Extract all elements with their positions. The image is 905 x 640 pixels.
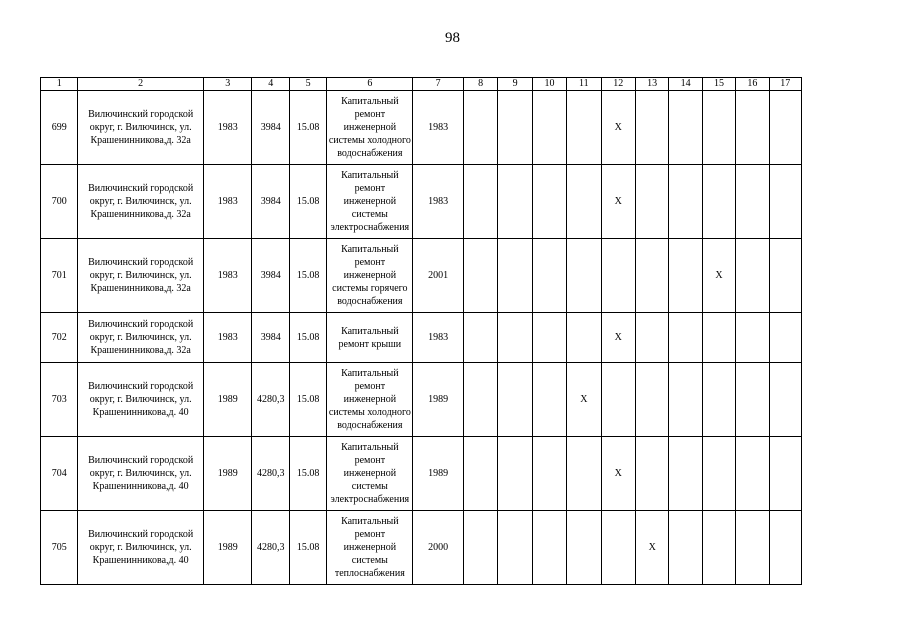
- last-repair-year-cell: 2000: [413, 511, 464, 585]
- empty-period-cell: [769, 437, 801, 511]
- column-header: 14: [669, 78, 702, 91]
- code-cell: 15.08: [289, 91, 326, 165]
- empty-period-cell: [702, 363, 735, 437]
- empty-period-cell: [498, 313, 532, 363]
- empty-period-cell: [463, 165, 497, 239]
- area-cell: 4280,3: [252, 363, 289, 437]
- empty-period-cell: [498, 165, 532, 239]
- empty-period-cell: [769, 239, 801, 313]
- empty-period-cell: [532, 313, 566, 363]
- empty-period-cell: [736, 437, 769, 511]
- build-year-cell: 1983: [203, 239, 252, 313]
- repair-work-cell: Капитальный ремонт инженерной системы горячего водоснабжения: [327, 239, 413, 313]
- empty-period-cell: [635, 165, 668, 239]
- empty-period-cell: [769, 91, 801, 165]
- empty-period-cell: [463, 91, 497, 165]
- build-year-cell: 1983: [203, 313, 252, 363]
- period-mark-cell: Х: [601, 91, 635, 165]
- empty-period-cell: [635, 239, 668, 313]
- column-header: 2: [78, 78, 203, 91]
- column-number-header-row: [41, 78, 802, 91]
- row-number-cell: 701: [41, 239, 78, 313]
- table-row: [41, 437, 802, 511]
- area-cell: 4280,3: [252, 511, 289, 585]
- period-mark-cell: Х: [567, 363, 601, 437]
- table-row: [41, 511, 802, 585]
- empty-period-cell: [498, 239, 532, 313]
- table-row: [41, 91, 802, 165]
- empty-period-cell: [601, 363, 635, 437]
- column-header: 7: [413, 78, 464, 91]
- empty-period-cell: [532, 91, 566, 165]
- column-header: 4: [252, 78, 289, 91]
- empty-period-cell: [463, 511, 497, 585]
- column-header: 12: [601, 78, 635, 91]
- code-cell: 15.08: [289, 511, 326, 585]
- table-row: [41, 165, 802, 239]
- empty-period-cell: [463, 363, 497, 437]
- area-cell: 3984: [252, 91, 289, 165]
- capital-repair-table: [40, 77, 802, 585]
- last-repair-year-cell: 1983: [413, 165, 464, 239]
- empty-period-cell: [463, 437, 497, 511]
- repair-work-cell: Капитальный ремонт инженерной системы холодного водоснабжения: [327, 363, 413, 437]
- empty-period-cell: [567, 511, 601, 585]
- column-header: 3: [203, 78, 252, 91]
- empty-period-cell: [736, 91, 769, 165]
- last-repair-year-cell: 1989: [413, 437, 464, 511]
- empty-period-cell: [769, 363, 801, 437]
- area-cell: 3984: [252, 313, 289, 363]
- empty-period-cell: [702, 91, 735, 165]
- empty-period-cell: [463, 313, 497, 363]
- column-header: 16: [736, 78, 769, 91]
- empty-period-cell: [702, 437, 735, 511]
- period-mark-cell: Х: [601, 313, 635, 363]
- row-number-cell: 705: [41, 511, 78, 585]
- empty-period-cell: [601, 239, 635, 313]
- row-number-cell: 700: [41, 165, 78, 239]
- build-year-cell: 1989: [203, 363, 252, 437]
- area-cell: 4280,3: [252, 437, 289, 511]
- area-cell: 3984: [252, 239, 289, 313]
- empty-period-cell: [635, 313, 668, 363]
- empty-period-cell: [736, 165, 769, 239]
- empty-period-cell: [567, 91, 601, 165]
- build-year-cell: 1983: [203, 165, 252, 239]
- empty-period-cell: [498, 363, 532, 437]
- last-repair-year-cell: 1983: [413, 91, 464, 165]
- empty-period-cell: [567, 239, 601, 313]
- period-mark-cell: Х: [702, 239, 735, 313]
- address-cell: Вилючинский городской округ, г. Вилючинск, ул. Крашенинникова,д. 32а: [78, 239, 203, 313]
- empty-period-cell: [498, 437, 532, 511]
- column-header: 13: [635, 78, 668, 91]
- empty-period-cell: [736, 511, 769, 585]
- repair-work-cell: Капитальный ремонт крыши: [327, 313, 413, 363]
- empty-period-cell: [567, 313, 601, 363]
- table-row: [41, 363, 802, 437]
- table-row: [41, 313, 802, 363]
- address-cell: Вилючинский городской округ, г. Вилючинск, ул. Крашенинникова,д. 32а: [78, 91, 203, 165]
- empty-period-cell: [669, 239, 702, 313]
- period-mark-cell: Х: [601, 165, 635, 239]
- empty-period-cell: [736, 239, 769, 313]
- empty-period-cell: [669, 363, 702, 437]
- address-cell: Вилючинский городской округ, г. Вилючинск, ул. Крашенинникова,д. 40: [78, 363, 203, 437]
- last-repair-year-cell: 2001: [413, 239, 464, 313]
- empty-period-cell: [702, 511, 735, 585]
- empty-period-cell: [532, 239, 566, 313]
- page-number: 98: [445, 30, 460, 46]
- empty-period-cell: [736, 363, 769, 437]
- repair-work-cell: Капитальный ремонт инженерной системы электроснабжения: [327, 165, 413, 239]
- build-year-cell: 1983: [203, 91, 252, 165]
- empty-period-cell: [498, 91, 532, 165]
- empty-period-cell: [702, 165, 735, 239]
- column-header: 17: [769, 78, 801, 91]
- empty-period-cell: [532, 511, 566, 585]
- address-cell: Вилючинский городской округ, г. Вилючинск, ул. Крашенинникова,д. 32а: [78, 165, 203, 239]
- build-year-cell: 1989: [203, 437, 252, 511]
- empty-period-cell: [769, 313, 801, 363]
- repair-work-cell: Капитальный ремонт инженерной системы теплоснабжения: [327, 511, 413, 585]
- area-cell: 3984: [252, 165, 289, 239]
- last-repair-year-cell: 1989: [413, 363, 464, 437]
- row-number-cell: 702: [41, 313, 78, 363]
- empty-period-cell: [635, 363, 668, 437]
- period-mark-cell: Х: [635, 511, 668, 585]
- column-header: 8: [463, 78, 497, 91]
- last-repair-year-cell: 1983: [413, 313, 464, 363]
- row-number-cell: 703: [41, 363, 78, 437]
- empty-period-cell: [669, 91, 702, 165]
- code-cell: 15.08: [289, 239, 326, 313]
- address-cell: Вилючинский городской округ, г. Вилючинск, ул. Крашенинникова,д. 40: [78, 511, 203, 585]
- empty-period-cell: [736, 313, 769, 363]
- column-header: 9: [498, 78, 532, 91]
- empty-period-cell: [567, 437, 601, 511]
- column-header: 10: [532, 78, 566, 91]
- code-cell: 15.08: [289, 363, 326, 437]
- empty-period-cell: [669, 511, 702, 585]
- table-row: [41, 239, 802, 313]
- empty-period-cell: [702, 313, 735, 363]
- empty-period-cell: [498, 511, 532, 585]
- empty-period-cell: [635, 91, 668, 165]
- code-cell: 15.08: [289, 437, 326, 511]
- period-mark-cell: Х: [601, 437, 635, 511]
- empty-period-cell: [669, 165, 702, 239]
- column-header: 11: [567, 78, 601, 91]
- code-cell: 15.08: [289, 165, 326, 239]
- empty-period-cell: [769, 165, 801, 239]
- empty-period-cell: [463, 239, 497, 313]
- empty-period-cell: [669, 313, 702, 363]
- empty-period-cell: [567, 165, 601, 239]
- address-cell: Вилючинский городской округ, г. Вилючинск, ул. Крашенинникова,д. 40: [78, 437, 203, 511]
- empty-period-cell: [635, 437, 668, 511]
- repair-work-cell: Капитальный ремонт инженерной системы электроснабжения: [327, 437, 413, 511]
- column-header: 15: [702, 78, 735, 91]
- empty-period-cell: [769, 511, 801, 585]
- empty-period-cell: [532, 165, 566, 239]
- empty-period-cell: [601, 511, 635, 585]
- repair-work-cell: Капитальный ремонт инженерной системы холодного водоснабжения: [327, 91, 413, 165]
- address-cell: Вилючинский городской округ, г. Вилючинск, ул. Крашенинникова,д. 32а: [78, 313, 203, 363]
- column-header: 1: [41, 78, 78, 91]
- empty-period-cell: [532, 437, 566, 511]
- column-header: 6: [327, 78, 413, 91]
- empty-period-cell: [532, 363, 566, 437]
- row-number-cell: 704: [41, 437, 78, 511]
- code-cell: 15.08: [289, 313, 326, 363]
- build-year-cell: 1989: [203, 511, 252, 585]
- empty-period-cell: [669, 437, 702, 511]
- column-header: 5: [289, 78, 326, 91]
- row-number-cell: 699: [41, 91, 78, 165]
